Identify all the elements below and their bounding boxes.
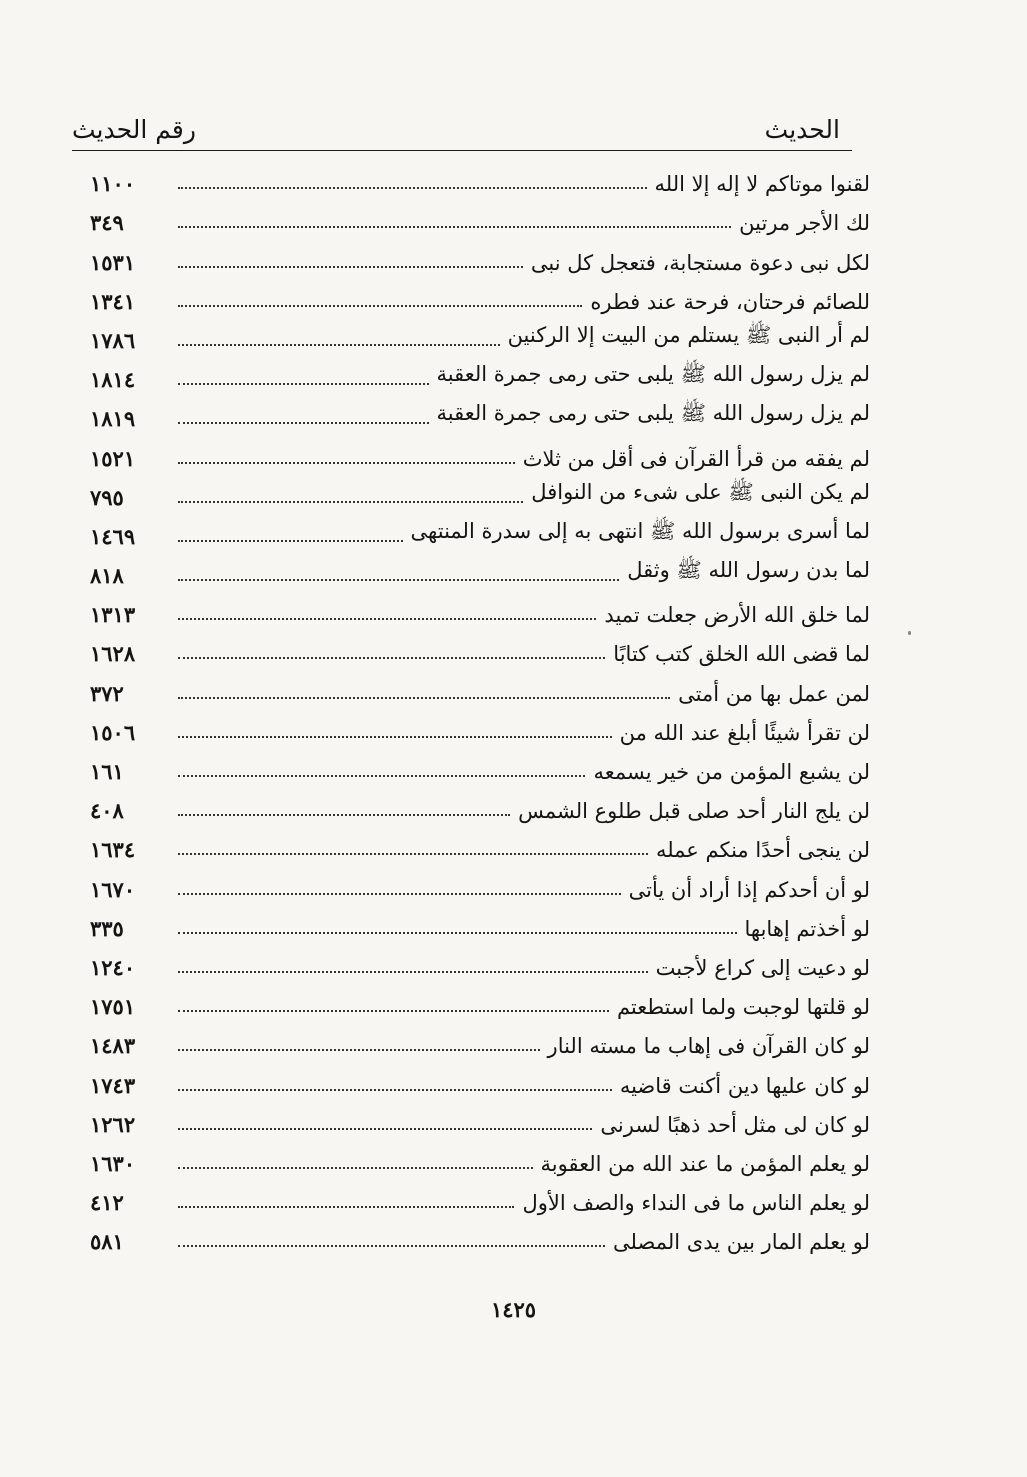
dot-leader [178,1048,540,1051]
index-entry [90,590,870,629]
hadith-number: ٣٧٢ [90,680,124,706]
hadith-text: لن ينجى أحدًا منكم عمله [655,838,870,863]
index-entry [90,551,870,590]
hadith-text: لما بدن رسول الله ﷺ وثقل [627,558,870,583]
hadith-text: لن تقرأ شيئًا أبلغ عند الله من [619,720,870,745]
hadith-text: لكل نبى دعوة مستجابة، فتعجل كل نبى [530,250,870,275]
hadith-text: لو كان القرآن فى إهاب ما مسته النار [547,1034,870,1059]
hadith-number: ١٨١٩ [90,406,136,432]
hadith-number: ١٣١٣ [90,602,136,628]
dot-leader [178,1166,533,1169]
dot-leader [178,265,523,268]
hadith-text: لو دعيت إلى كراع لأجبت [655,955,870,980]
hadith-text: لو يعلم الناس ما فى النداء والصف الأول [522,1191,870,1216]
index-entry [90,786,870,825]
dot-leader [178,892,621,895]
hadith-number: ١١٠٠ [90,171,136,197]
index-entry [90,904,870,943]
dot-leader [178,813,510,816]
index-entry [90,198,870,237]
index-entry [90,1100,870,1139]
hadith-number: ١٤٨٣ [90,1033,136,1059]
index-entry [90,1139,870,1178]
hadith-number: ١٧٤٣ [90,1072,136,1098]
hadith-number: ٤٠٨ [90,798,124,824]
dot-leader [178,225,731,228]
index-entry [90,159,870,198]
hadith-text: لما خلق الله الأرض جعلت تميد [604,603,870,628]
dot-leader [178,578,619,581]
hadith-text: لما أسرى برسول الله ﷺ انتهى به إلى سدرة المنتهى [410,518,870,543]
dot-leader [178,500,523,503]
dot-leader [178,656,605,659]
index-entry [90,1060,870,1099]
dot-leader [178,696,670,699]
index-entry [90,943,870,982]
index-entry [90,708,870,747]
dot-leader [178,1244,605,1247]
index-entry [90,825,870,864]
hadith-number: ٤١٢ [90,1190,124,1216]
hadith-number: ١٧٥١ [90,994,136,1020]
hadith-number: ١٥٠٦ [90,719,136,745]
hadith-text: لو كان لى مثل أحد ذهبًا لسرنى [600,1112,870,1137]
hadith-text: لم أر النبى ﷺ يستلم من البيت إلا الركنين [507,322,870,347]
hadith-number: ٣٤٩ [90,210,124,236]
dot-leader [178,735,612,738]
index-entry [90,1217,870,1256]
index-entry [90,1178,870,1217]
hadith-text: لم يفقه من قرأ القرآن فى أقل من ثلاث [522,446,870,471]
index-entry [90,747,870,786]
hadith-text: لك الأجر مرتين [739,211,870,236]
hadith-number: ٣٣٥ [90,915,124,941]
hadith-number: ٨١٨ [90,563,124,589]
dot-leader [178,421,429,424]
header-rule [72,150,852,151]
index-entry [90,237,870,276]
hadith-text: لو قلتها لوجبت ولما استطعتم [616,995,870,1020]
index-entry [90,473,870,512]
hadith-text: لو أخذتم إهابها [744,916,870,941]
hadith-index-list [90,159,870,1256]
hadith-number: ١٨١٤ [90,367,136,393]
hadith-text: لمن عمل بها من أمتى [678,681,870,706]
hadith-text: لو كان عليها دين أكنت قاضيه [619,1073,870,1098]
index-entry [90,629,870,668]
hadith-text: لم يكن النبى ﷺ على شىء من النوافل [531,479,870,504]
hadith-text: لم يزل رسول الله ﷺ يلبى حتى رمى جمرة العقبة [436,401,870,426]
dot-leader [178,774,585,777]
index-entry [90,668,870,707]
hadith-text: لما قضى الله الخلق كتب كتابًا [613,642,870,667]
hadith-number: ١٦٢٨ [90,641,136,667]
hadith-number: ١٦٧٠ [90,876,136,902]
dot-leader [178,970,648,973]
hadith-text: لقنوا موتاكم لا إله إلا الله [654,172,870,197]
index-entry [90,394,870,433]
dot-leader [178,186,647,189]
hadith-number: ١٥٢١ [90,445,136,471]
hadith-text: لو أن أحدكم إذا أراد أن يأتى [628,877,870,902]
index-entry [90,433,870,472]
dot-leader [178,1009,609,1012]
dot-leader [178,343,500,346]
hadith-number: ١٦١ [90,759,124,784]
hadith-column-header: الحديث [764,115,840,144]
dot-leader [178,539,403,542]
dot-leader [178,852,648,855]
hadith-text: لن يلج النار أحد صلى قبل طلوع الشمس [518,799,870,824]
index-entry [90,355,870,394]
hadith-number: ١٢٦٢ [90,1111,136,1137]
hadith-number: ١٣٤١ [90,288,136,314]
hadith-number: ١٢٤٠ [90,954,136,980]
number-column-header: رقم الحديث [72,115,196,144]
index-entry [90,1021,870,1060]
ink-speck [908,631,911,635]
dot-leader [178,304,582,307]
index-entry [90,277,870,316]
hadith-number: ١٤٦٩ [90,523,136,549]
dot-leader [178,1205,514,1208]
dot-leader [178,1127,592,1130]
dot-leader [178,382,429,385]
dot-leader [178,1088,612,1091]
hadith-text: للصائم فرحتان، فرحة عند فطره [590,289,870,314]
dot-leader [178,461,515,464]
hadith-text: لو يعلم المار بين يدى المصلى [613,1230,870,1255]
index-entry [90,512,870,551]
hadith-number: ١٧٨٦ [90,327,136,353]
table-header [72,100,840,144]
page-number: ١٤٢٥ [490,1297,537,1322]
hadith-number: ٥٨١ [90,1229,124,1255]
hadith-number: ١٦٣٠ [90,1150,136,1176]
hadith-text: لو يعلم المؤمن ما عند الله من العقوبة [540,1151,870,1176]
hadith-number: ١٦٣٤ [90,837,136,863]
hadith-number: ٧٩٥ [90,484,124,510]
index-entry [90,316,870,355]
hadith-text: لن يشبع المؤمن من خير يسمعه [593,760,870,784]
index-entry [90,982,870,1021]
hadith-number: ١٥٣١ [90,249,136,275]
dot-leader [178,617,596,620]
hadith-text: لم يزل رسول الله ﷺ يلبى حتى رمى جمرة العقبة [436,362,870,387]
index-entry [90,864,870,903]
dot-leader [178,931,737,934]
